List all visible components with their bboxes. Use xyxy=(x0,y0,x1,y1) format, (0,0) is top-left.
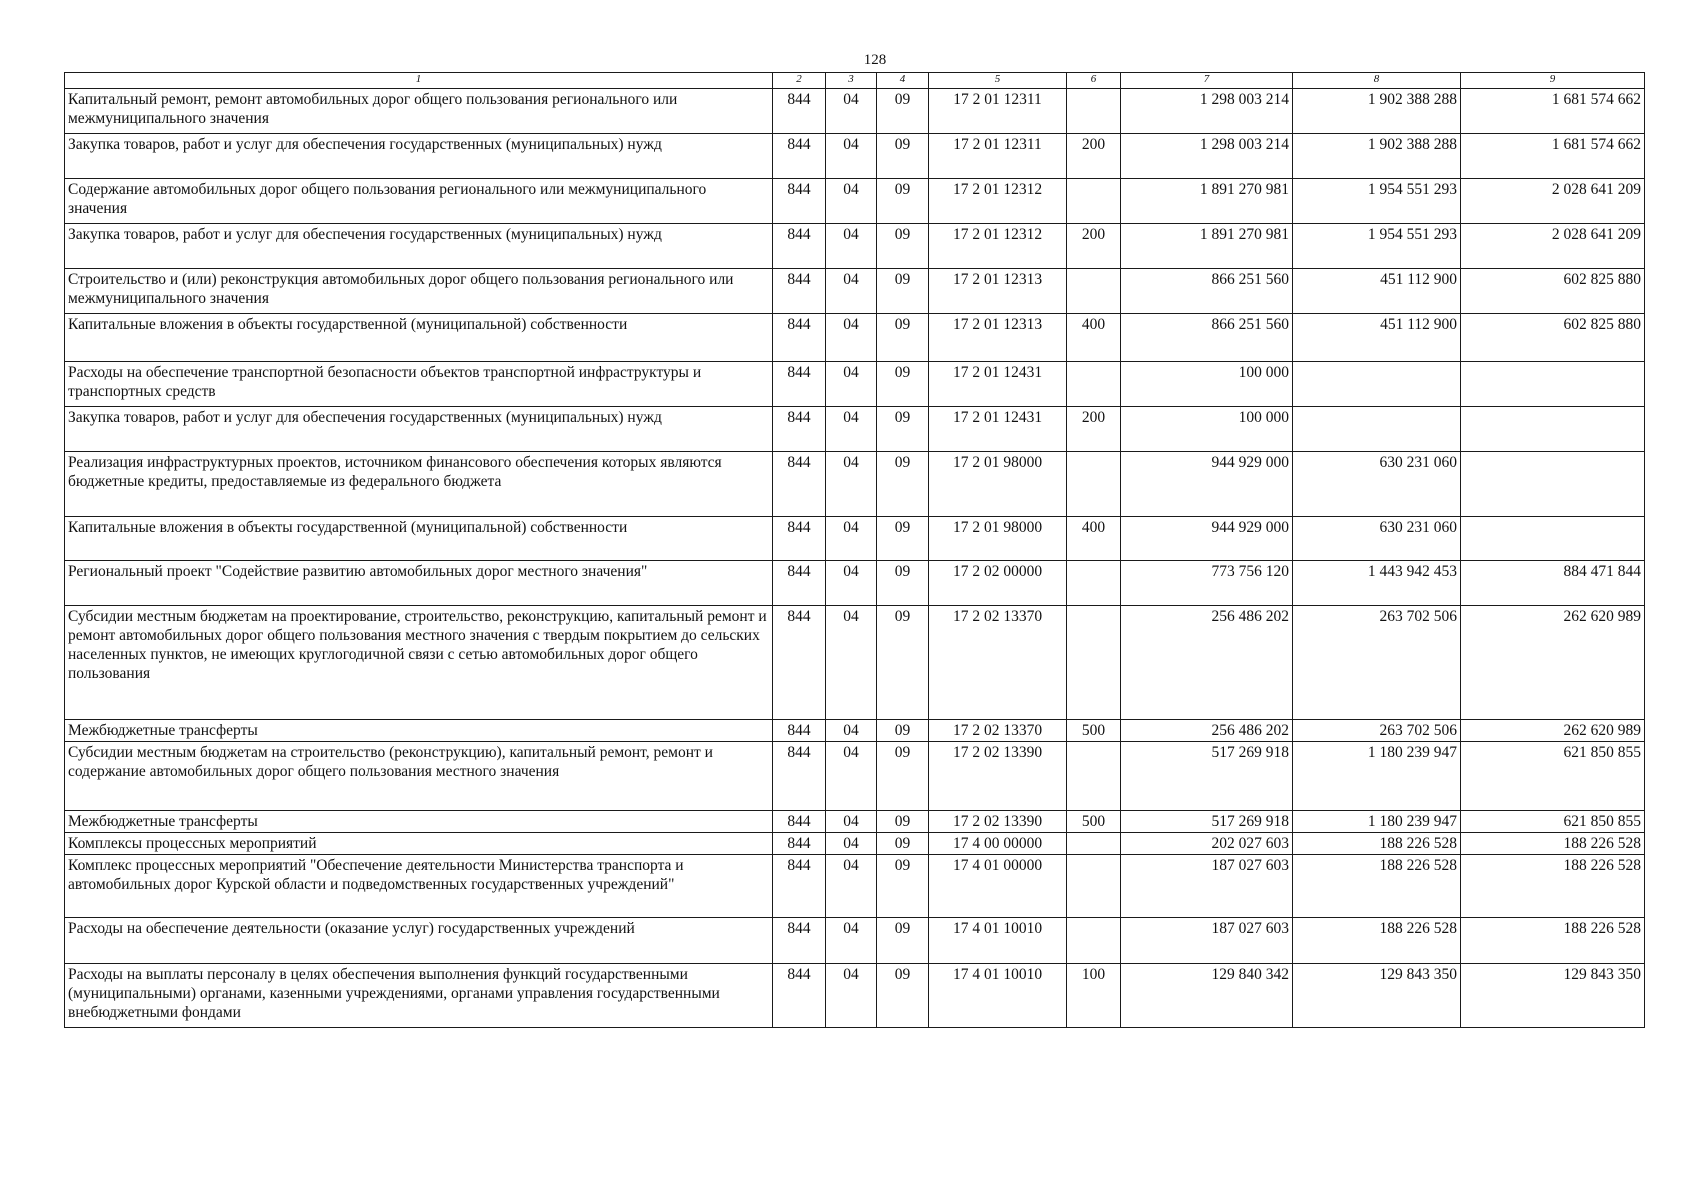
subsection-code-cell: 09 xyxy=(877,561,929,606)
expense-type-cell xyxy=(1067,918,1121,964)
expense-type-cell xyxy=(1067,742,1121,811)
expense-name-cell: Субсидии местным бюджетам на строительство (реконструкцию), капитальный ремонт, ремонт и содержание автомобильных дорог общего пользования местного значения xyxy=(65,742,773,811)
table-row xyxy=(65,134,1645,179)
amount-cell: 202 027 603 xyxy=(1121,833,1293,855)
expense-name-cell: Расходы на выплаты персоналу в целях обеспечения выполнения функций государственными (муниципальными) органами, казенными учреждениями, органами управления государственными внебюджетными фондами xyxy=(65,964,773,1028)
target-article-cell: 17 2 01 12431 xyxy=(929,407,1067,452)
table-row xyxy=(65,833,1645,855)
amount-cell: 187 027 603 xyxy=(1121,855,1293,918)
amount-cell: 630 231 060 xyxy=(1293,517,1461,561)
amount-cell: 944 929 000 xyxy=(1121,452,1293,517)
column-number: 8 xyxy=(1293,73,1461,89)
expense-name-cell: Капитальный ремонт, ремонт автомобильных дорог общего пользования регионального или межмуниципального значения xyxy=(65,89,773,134)
amount-cell: 866 251 560 xyxy=(1121,314,1293,362)
table-row xyxy=(65,179,1645,224)
section-code-cell: 04 xyxy=(826,561,877,606)
expense-type-cell: 400 xyxy=(1067,517,1121,561)
amount-cell: 1 180 239 947 xyxy=(1293,811,1461,833)
target-article-cell: 17 2 01 12311 xyxy=(929,89,1067,134)
amount-cell: 262 620 989 xyxy=(1461,606,1645,720)
table-row xyxy=(65,224,1645,269)
target-article-cell: 17 2 01 12313 xyxy=(929,314,1067,362)
column-number: 1 xyxy=(65,73,773,89)
table-row xyxy=(65,742,1645,811)
column-number: 6 xyxy=(1067,73,1121,89)
expense-name-cell: Межбюджетные трансферты xyxy=(65,720,773,742)
expense-name-cell: Закупка товаров, работ и услуг для обеспечения государственных (муниципальных) нужд xyxy=(65,134,773,179)
table-row xyxy=(65,407,1645,452)
grbs-code-cell: 844 xyxy=(773,811,826,833)
expense-type-cell: 100 xyxy=(1067,964,1121,1028)
column-number: 4 xyxy=(877,73,929,89)
expense-name-cell: Расходы на обеспечение транспортной безопасности объектов транспортной инфраструктуры и транспортных средств xyxy=(65,362,773,407)
expense-type-cell xyxy=(1067,89,1121,134)
expense-name-cell: Строительство и (или) реконструкция автомобильных дорог общего пользования регионального или межмуниципального значения xyxy=(65,269,773,314)
subsection-code-cell: 09 xyxy=(877,179,929,224)
expense-type-cell xyxy=(1067,452,1121,517)
expense-type-cell xyxy=(1067,179,1121,224)
column-number: 9 xyxy=(1461,73,1645,89)
section-code-cell: 04 xyxy=(826,742,877,811)
grbs-code-cell: 844 xyxy=(773,606,826,720)
amount-cell: 944 929 000 xyxy=(1121,517,1293,561)
expense-type-cell: 200 xyxy=(1067,224,1121,269)
expense-name-cell: Реализация инфраструктурных проектов, источником финансового обеспечения которых являются бюджетные кредиты, предоставляемые из федерального бюджета xyxy=(65,452,773,517)
expense-name-cell: Содержание автомобильных дорог общего пользования регионального или межмуниципального значения xyxy=(65,179,773,224)
section-code-cell: 04 xyxy=(826,517,877,561)
amount-cell: 1 954 551 293 xyxy=(1293,224,1461,269)
target-article-cell: 17 2 02 13390 xyxy=(929,742,1067,811)
table-row xyxy=(65,89,1645,134)
amount-cell: 256 486 202 xyxy=(1121,606,1293,720)
amount-cell: 1 298 003 214 xyxy=(1121,89,1293,134)
expense-type-cell: 200 xyxy=(1067,407,1121,452)
target-article-cell: 17 2 01 12312 xyxy=(929,224,1067,269)
expense-type-cell xyxy=(1067,269,1121,314)
amount-cell: 187 027 603 xyxy=(1121,918,1293,964)
expense-name-cell: Межбюджетные трансферты xyxy=(65,811,773,833)
amount-cell: 100 000 xyxy=(1121,362,1293,407)
expense-type-cell xyxy=(1067,362,1121,407)
grbs-code-cell: 844 xyxy=(773,561,826,606)
subsection-code-cell: 09 xyxy=(877,606,929,720)
expense-type-cell xyxy=(1067,855,1121,918)
grbs-code-cell: 844 xyxy=(773,964,826,1028)
expense-name-cell: Закупка товаров, работ и услуг для обеспечения государственных (муниципальных) нужд xyxy=(65,224,773,269)
expense-type-cell xyxy=(1067,606,1121,720)
target-article-cell: 17 2 01 12312 xyxy=(929,179,1067,224)
grbs-code-cell: 844 xyxy=(773,269,826,314)
expense-name-cell: Комплекс процессных мероприятий "Обеспечение деятельности Министерства транспорта и автомобильных дорог Курской области и подведомственных государственных учреждений" xyxy=(65,855,773,918)
grbs-code-cell: 844 xyxy=(773,89,826,134)
amount-cell xyxy=(1461,407,1645,452)
grbs-code-cell: 844 xyxy=(773,224,826,269)
amount-cell: 1 443 942 453 xyxy=(1293,561,1461,606)
amount-cell: 188 226 528 xyxy=(1293,918,1461,964)
section-code-cell: 04 xyxy=(826,407,877,452)
column-number-row xyxy=(65,73,1645,89)
section-code-cell: 04 xyxy=(826,269,877,314)
grbs-code-cell: 844 xyxy=(773,918,826,964)
section-code-cell: 04 xyxy=(826,89,877,134)
expense-type-cell: 200 xyxy=(1067,134,1121,179)
subsection-code-cell: 09 xyxy=(877,918,929,964)
amount-cell: 256 486 202 xyxy=(1121,720,1293,742)
target-article-cell: 17 4 01 10010 xyxy=(929,964,1067,1028)
section-code-cell: 04 xyxy=(826,362,877,407)
amount-cell xyxy=(1293,407,1461,452)
expense-name-cell: Субсидии местным бюджетам на проектирование, строительство, реконструкцию, капитальный ремонт и ремонт автомобильных дорог общего пользования местного значения с твердым покрытием до сельских населенных пунктов, не имеющих круглогодичной связи с сетью автомобильных дорог общего пользования xyxy=(65,606,773,720)
section-code-cell: 04 xyxy=(826,964,877,1028)
target-article-cell: 17 2 01 12431 xyxy=(929,362,1067,407)
amount-cell: 1 681 574 662 xyxy=(1461,89,1645,134)
expense-type-cell xyxy=(1067,561,1121,606)
expense-name-cell: Комплексы процессных мероприятий xyxy=(65,833,773,855)
table-row xyxy=(65,269,1645,314)
column-number: 7 xyxy=(1121,73,1293,89)
amount-cell: 188 226 528 xyxy=(1293,833,1461,855)
table-row xyxy=(65,517,1645,561)
table-row xyxy=(65,362,1645,407)
subsection-code-cell: 09 xyxy=(877,811,929,833)
amount-cell: 1 298 003 214 xyxy=(1121,134,1293,179)
subsection-code-cell: 09 xyxy=(877,269,929,314)
grbs-code-cell: 844 xyxy=(773,314,826,362)
grbs-code-cell: 844 xyxy=(773,517,826,561)
table-row xyxy=(65,720,1645,742)
expense-type-cell: 500 xyxy=(1067,720,1121,742)
subsection-code-cell: 09 xyxy=(877,134,929,179)
amount-cell: 1 954 551 293 xyxy=(1293,179,1461,224)
expense-name-cell: Капитальные вложения в объекты государственной (муниципальной) собственности xyxy=(65,314,773,362)
section-code-cell: 04 xyxy=(826,179,877,224)
expense-name-cell: Региональный проект "Содействие развитию автомобильных дорог местного значения" xyxy=(65,561,773,606)
subsection-code-cell: 09 xyxy=(877,314,929,362)
subsection-code-cell: 09 xyxy=(877,855,929,918)
amount-cell: 621 850 855 xyxy=(1461,742,1645,811)
amount-cell: 1 681 574 662 xyxy=(1461,134,1645,179)
target-article-cell: 17 2 01 12311 xyxy=(929,134,1067,179)
table-row xyxy=(65,314,1645,362)
subsection-code-cell: 09 xyxy=(877,833,929,855)
amount-cell xyxy=(1461,452,1645,517)
grbs-code-cell: 844 xyxy=(773,742,826,811)
amount-cell: 517 269 918 xyxy=(1121,742,1293,811)
subsection-code-cell: 09 xyxy=(877,362,929,407)
amount-cell: 602 825 880 xyxy=(1461,269,1645,314)
amount-cell: 884 471 844 xyxy=(1461,561,1645,606)
page-number: 128 xyxy=(863,52,887,68)
target-article-cell: 17 4 01 00000 xyxy=(929,855,1067,918)
grbs-code-cell: 844 xyxy=(773,362,826,407)
amount-cell: 630 231 060 xyxy=(1293,452,1461,517)
table-row xyxy=(65,811,1645,833)
column-number: 3 xyxy=(826,73,877,89)
amount-cell: 1 902 388 288 xyxy=(1293,134,1461,179)
amount-cell: 451 112 900 xyxy=(1293,314,1461,362)
grbs-code-cell: 844 xyxy=(773,855,826,918)
amount-cell: 1 902 388 288 xyxy=(1293,89,1461,134)
grbs-code-cell: 844 xyxy=(773,452,826,517)
table-row xyxy=(65,964,1645,1028)
table-row xyxy=(65,452,1645,517)
amount-cell: 129 843 350 xyxy=(1461,964,1645,1028)
expense-name-cell: Расходы на обеспечение деятельности (оказание услуг) государственных учреждений xyxy=(65,918,773,964)
target-article-cell: 17 2 02 00000 xyxy=(929,561,1067,606)
target-article-cell: 17 2 01 12313 xyxy=(929,269,1067,314)
section-code-cell: 04 xyxy=(826,314,877,362)
target-article-cell: 17 2 01 98000 xyxy=(929,517,1067,561)
grbs-code-cell: 844 xyxy=(773,407,826,452)
expense-name-cell: Закупка товаров, работ и услуг для обеспечения государственных (муниципальных) нужд xyxy=(65,407,773,452)
amount-cell: 100 000 xyxy=(1121,407,1293,452)
amount-cell: 129 840 342 xyxy=(1121,964,1293,1028)
expense-type-cell: 400 xyxy=(1067,314,1121,362)
target-article-cell: 17 4 00 00000 xyxy=(929,833,1067,855)
subsection-code-cell: 09 xyxy=(877,742,929,811)
subsection-code-cell: 09 xyxy=(877,452,929,517)
section-code-cell: 04 xyxy=(826,918,877,964)
amount-cell: 1 180 239 947 xyxy=(1293,742,1461,811)
amount-cell: 263 702 506 xyxy=(1293,720,1461,742)
amount-cell: 1 891 270 981 xyxy=(1121,224,1293,269)
grbs-code-cell: 844 xyxy=(773,134,826,179)
subsection-code-cell: 09 xyxy=(877,720,929,742)
amount-cell: 1 891 270 981 xyxy=(1121,179,1293,224)
amount-cell: 262 620 989 xyxy=(1461,720,1645,742)
grbs-code-cell: 844 xyxy=(773,720,826,742)
amount-cell xyxy=(1461,517,1645,561)
amount-cell: 129 843 350 xyxy=(1293,964,1461,1028)
target-article-cell: 17 2 02 13370 xyxy=(929,720,1067,742)
amount-cell: 188 226 528 xyxy=(1461,855,1645,918)
column-number: 5 xyxy=(929,73,1067,89)
target-article-cell: 17 4 01 10010 xyxy=(929,918,1067,964)
section-code-cell: 04 xyxy=(826,855,877,918)
subsection-code-cell: 09 xyxy=(877,407,929,452)
expense-type-cell: 500 xyxy=(1067,811,1121,833)
expense-type-cell xyxy=(1067,833,1121,855)
grbs-code-cell: 844 xyxy=(773,179,826,224)
amount-cell: 866 251 560 xyxy=(1121,269,1293,314)
grbs-code-cell: 844 xyxy=(773,833,826,855)
amount-cell: 621 850 855 xyxy=(1461,811,1645,833)
subsection-code-cell: 09 xyxy=(877,964,929,1028)
amount-cell: 188 226 528 xyxy=(1461,833,1645,855)
expense-name-cell: Капитальные вложения в объекты государственной (муниципальной) собственности xyxy=(65,517,773,561)
table-row xyxy=(65,855,1645,918)
column-number: 2 xyxy=(773,73,826,89)
amount-cell: 263 702 506 xyxy=(1293,606,1461,720)
subsection-code-cell: 09 xyxy=(877,517,929,561)
section-code-cell: 04 xyxy=(826,134,877,179)
section-code-cell: 04 xyxy=(826,606,877,720)
table-row xyxy=(65,606,1645,720)
amount-cell: 773 756 120 xyxy=(1121,561,1293,606)
subsection-code-cell: 09 xyxy=(877,89,929,134)
section-code-cell: 04 xyxy=(826,452,877,517)
table-row xyxy=(65,561,1645,606)
subsection-code-cell: 09 xyxy=(877,224,929,269)
amount-cell: 188 226 528 xyxy=(1293,855,1461,918)
section-code-cell: 04 xyxy=(826,833,877,855)
budget-table xyxy=(64,72,1645,1028)
amount-cell: 602 825 880 xyxy=(1461,314,1645,362)
table-row xyxy=(65,918,1645,964)
amount-cell: 2 028 641 209 xyxy=(1461,179,1645,224)
section-code-cell: 04 xyxy=(826,720,877,742)
target-article-cell: 17 2 02 13390 xyxy=(929,811,1067,833)
amount-cell xyxy=(1461,362,1645,407)
amount-cell: 517 269 918 xyxy=(1121,811,1293,833)
target-article-cell: 17 2 02 13370 xyxy=(929,606,1067,720)
amount-cell xyxy=(1293,362,1461,407)
section-code-cell: 04 xyxy=(826,811,877,833)
section-code-cell: 04 xyxy=(826,224,877,269)
amount-cell: 188 226 528 xyxy=(1461,918,1645,964)
target-article-cell: 17 2 01 98000 xyxy=(929,452,1067,517)
amount-cell: 2 028 641 209 xyxy=(1461,224,1645,269)
amount-cell: 451 112 900 xyxy=(1293,269,1461,314)
